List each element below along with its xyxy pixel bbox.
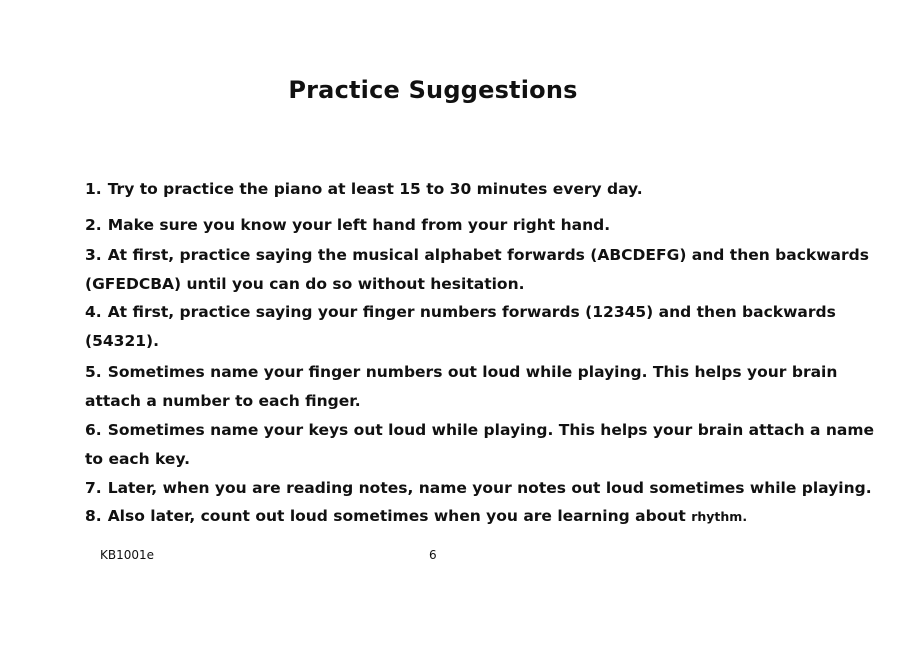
list-item bbox=[85, 298, 836, 356]
footer-document-code: KB1001e bbox=[100, 548, 155, 562]
list-item bbox=[85, 211, 825, 240]
item-text-continued: to each key. bbox=[85, 450, 191, 468]
list-item bbox=[85, 502, 825, 531]
item-number: 8. bbox=[85, 507, 102, 525]
item-number: 6. bbox=[85, 421, 102, 439]
item-text: Sometimes name your keys out loud while playing. This helps your brain attach a name bbox=[107, 421, 875, 439]
item-number: 4. bbox=[85, 303, 102, 321]
item-text: Make sure you know your left hand from your right hand. bbox=[107, 216, 611, 234]
item-text: Sometimes name your finger numbers out loud while playing. This helps your brain bbox=[107, 363, 838, 381]
item-number: 7. bbox=[85, 479, 102, 497]
list-item bbox=[85, 175, 825, 204]
item-number: 1. bbox=[85, 180, 102, 198]
footer-page-number: 6 bbox=[429, 548, 437, 562]
item-number: 5. bbox=[85, 363, 102, 381]
item-text: At first, practice saying the musical alphabet forwards (ABCDEFG) and then backwards bbox=[107, 246, 869, 264]
item-text-tail: rhythm. bbox=[691, 509, 748, 524]
page-title: Practice Suggestions bbox=[288, 76, 578, 104]
item-text-continued: (54321). bbox=[85, 332, 159, 350]
list-item bbox=[85, 241, 869, 299]
item-number: 2. bbox=[85, 216, 102, 234]
item-text: Later, when you are reading notes, name your notes out loud sometimes while playing. bbox=[107, 479, 872, 497]
list-item bbox=[85, 358, 838, 416]
item-text-continued: (GFEDCBA) until you can do so without hesitation. bbox=[85, 275, 525, 293]
item-text: Also later, count out loud sometimes when you are learning about bbox=[107, 507, 686, 525]
item-text: Try to practice the piano at least 15 to 30 minutes every day. bbox=[107, 180, 643, 198]
item-text-continued: attach a number to each finger. bbox=[85, 392, 361, 410]
list-item bbox=[85, 416, 875, 474]
item-text: At first, practice saying your finger numbers forwards (12345) and then backwards bbox=[107, 303, 836, 321]
list-item bbox=[85, 474, 872, 503]
item-number: 3. bbox=[85, 246, 102, 264]
